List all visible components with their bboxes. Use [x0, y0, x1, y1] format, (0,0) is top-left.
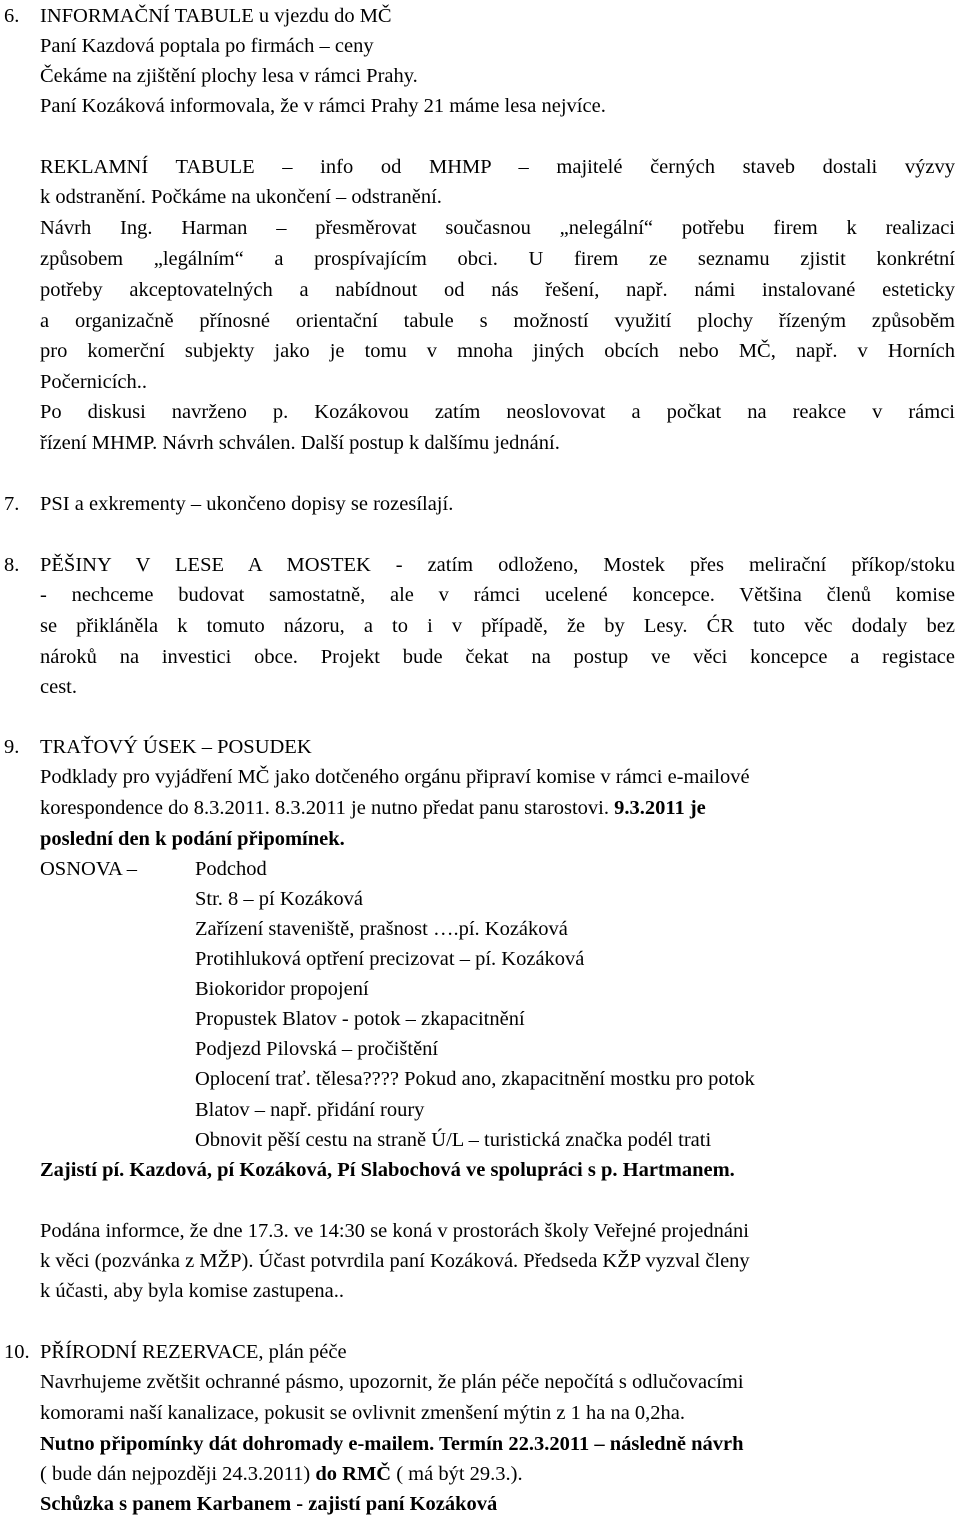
- section-8-line: - nechceme budovat samostatně, ale v rámci ucelené koncepce. Většina členů komise: [40, 584, 955, 606]
- zajisti-line: Zajistí pí. Kazdová, pí Kozáková, Pí Slabochová ve spolupráci s p. Hartmanem.: [40, 1159, 735, 1181]
- section-9-title: TRAŤOVÝ ÚSEK – POSUDEK: [40, 736, 312, 758]
- section-6-number: 6.: [4, 5, 20, 27]
- section-9-body-text: korespondence do 8.3.2011. 8.3.2011 je nutno předat panu starostovi.: [40, 797, 609, 819]
- osnova-item: Obnovit pěší cestu na straně Ú/L – turistická značka podél trati: [195, 1129, 712, 1151]
- section-9-deadline: poslední den k podání připomínek.: [40, 828, 345, 850]
- section-10-deadline: Nutno připomínky dát dohromady e-mailem. Termín 22.3.2011 – následně návrh: [40, 1433, 744, 1455]
- reklama-line: k odstranění. Počkáme na ukončení – odstranění.: [40, 186, 442, 208]
- osnova-item: Zařízení staveniště, prašnost ….pí. Kozáková: [195, 918, 568, 940]
- section-9-body: Podklady pro vyjádření MČ jako dotčeného orgánu připraví komise v rámci e-mailové: [40, 766, 750, 788]
- section-8-line: cest.: [40, 676, 77, 698]
- section-7-title: PSI a exkrementy – ukončeno dopisy se rozesílají.: [40, 493, 454, 515]
- section-6-line: Čekáme na zjištění plochy lesa v rámci Prahy.: [40, 65, 418, 87]
- section-10-meeting: Schůzka s panem Karbanem - zajistí paní Kozáková: [40, 1493, 498, 1515]
- section-6-line: Paní Kozáková informovala, že v rámci Prahy 21 máme lesa nejvíce.: [40, 95, 606, 117]
- section-9-body: [40, 796, 706, 820]
- osnova-item: Propustek Blatov - potok – zkapacitnění: [195, 1008, 525, 1030]
- osnova-item: Podjezd Pilovská – pročištění: [195, 1038, 439, 1060]
- reklama-line: Počernicích..: [40, 371, 148, 393]
- section-10-rmc: do RMČ: [315, 1463, 392, 1485]
- section-10-paren-c: ( má být 29.3.).: [396, 1463, 523, 1485]
- osnova-item: Podchod: [195, 858, 267, 880]
- section-10-line: Navrhujeme zvětšit ochranné pásmo, upozornit, že plán péče nepočítá s odlučovacími: [40, 1371, 744, 1393]
- section-10-line: komorami naší kanalizace, pokusit se ovlivnit zmenšení mýtin z 1 ha na 0,2ha.: [40, 1402, 686, 1424]
- reklama-line: pro komerční subjekty jako je tomu v mnoha jiných obcích nebo MČ, např. v Horních: [40, 340, 955, 362]
- section-6-title: INFORMAČNÍ TABULE u vjezdu do MČ: [40, 5, 392, 27]
- reklama-line: REKLAMNÍ TABULE – info od MHMP – majitelé černých staveb dostali výzvy: [40, 156, 955, 178]
- section-8-number: 8.: [4, 554, 20, 576]
- section-8-line: se přikláněla k tomuto názoru, a to i v případě, že by Lesy. ĆR tuto věc dodaly bez: [40, 615, 955, 637]
- section-7-number: 7.: [4, 493, 20, 515]
- podana-line: k účasti, aby byla komise zastupena..: [40, 1280, 344, 1302]
- podana-line: k věci (pozvánka z MŽP). Účast potvrdila paní Kozáková. Předseda KŽP vyzval členy: [40, 1250, 750, 1272]
- section-10-paren-a: ( bude dán nejpozději 24.3.2011): [40, 1463, 311, 1485]
- section-8-line: PĚŠINY V LESE A MOSTEK - zatím odloženo, Mostek přes melirační příkop/stoku: [40, 554, 955, 576]
- reklama-line: a organizačně přínosné orientační tabule s možností využití plochy řízeným způsoběm: [40, 310, 955, 332]
- reklama-line: Návrh Ing. Harman – přesměrovat současnou „nelegální“ potřebu firem k realizaci: [40, 217, 955, 239]
- section-10-number: 10.: [4, 1341, 30, 1363]
- section-8-line: nároků na investici obce. Projekt bude čekat na postup ve věci koncepce a registace: [40, 646, 955, 668]
- reklama-line: řízení MHMP. Návrh schválen. Další postup k dalšímu jednání.: [40, 432, 560, 454]
- section-9-deadline: 9.3.2011 je: [614, 797, 706, 819]
- osnova-item: Oplocení trať. tělesa???? Pokud ano, zkapacitnění mostku pro potok: [195, 1068, 755, 1090]
- podana-line: Podána informce, že dne 17.3. ve 14:30 se koná v prostorách školy Veřejné projednáni: [40, 1220, 749, 1242]
- section-10-rmc-line: [40, 1462, 523, 1486]
- osnova-label: OSNOVA –: [40, 858, 138, 880]
- reklama-line: potřeby akceptovatelných a nabídnout od nás řešení, např. námi instalované esteticky: [40, 279, 955, 301]
- section-6-line: Paní Kazdová poptala po firmách – ceny: [40, 35, 374, 57]
- osnova-item: Protihluková optření precizovat – pí. Kozáková: [195, 948, 585, 970]
- osnova-item: Blatov – např. přidání roury: [195, 1099, 425, 1121]
- osnova-item: Str. 8 – pí Kozáková: [195, 888, 363, 910]
- reklama-line: způsobem „legálním“ a prospívajícím obci. U firem ze seznamu zjistit konkrétní: [40, 248, 955, 270]
- reklama-line: Po diskusi navrženo p. Kozákovou zatím neoslovovat a počkat na reakce v rámci: [40, 401, 955, 423]
- osnova-item: Biokoridor propojení: [195, 978, 369, 1000]
- section-9-number: 9.: [4, 736, 20, 758]
- section-10-title: PŘÍRODNÍ REZERVACE, plán péče: [40, 1341, 347, 1363]
